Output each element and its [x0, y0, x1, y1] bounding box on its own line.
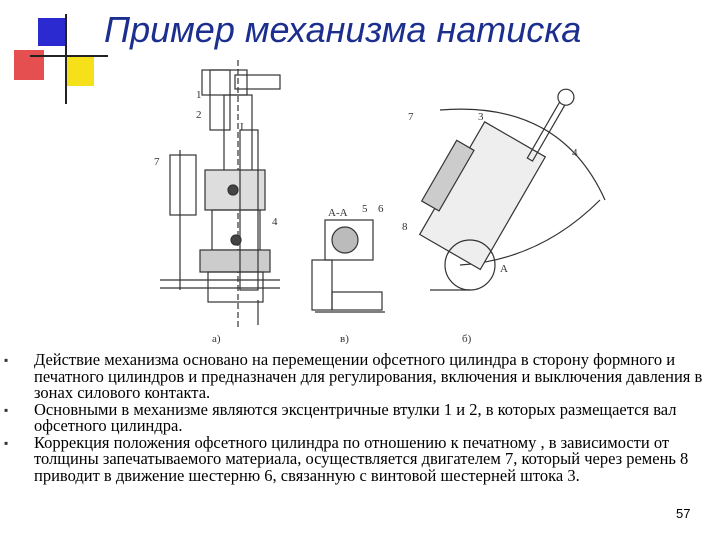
bullet-marker: ▪: [4, 353, 9, 367]
bullet-text: Основными в механизме являются эксцентричные втулки 1 и 2, в которых размещается вал офсетного цилиндра.: [34, 399, 677, 435]
mechanism-drawing: [140, 60, 610, 345]
label-right-4: 4: [572, 147, 578, 159]
label-1: 1: [196, 89, 202, 101]
drawing-a: [160, 60, 280, 330]
label-4: 4: [272, 216, 278, 228]
caption-a: а): [212, 333, 221, 345]
logo-blue-square: [38, 18, 66, 46]
bullet-list: [4, 350, 708, 485]
label-I: I: [240, 121, 244, 133]
label-right-8: 8: [402, 221, 408, 233]
slide-logo: [0, 0, 110, 110]
bullet-item: [4, 432, 708, 485]
label-5: 5: [362, 203, 368, 215]
page-number: 57: [676, 506, 691, 521]
label-right-3: 3: [478, 111, 484, 123]
drawing-b: [407, 60, 605, 290]
label-right-7: 7: [408, 111, 414, 123]
bullet-marker: ▪: [4, 402, 9, 417]
bullet-text: Действие механизма основано на перемещении офсетного цилиндра в сторону формного и печатного цилиндров и предназначен для регулирования, включения и выключения давления в зонах силового контакта.: [34, 350, 703, 402]
logo-red-square: [14, 50, 44, 80]
label-right-A: A: [500, 263, 508, 275]
bullet-item: [4, 350, 708, 402]
bullet-marker: ▪: [4, 435, 9, 450]
caption-b: б): [462, 333, 472, 345]
label-AA: A-A: [328, 207, 348, 219]
slide-title: Пример механизма натиска: [104, 9, 582, 50]
drawing-v: [312, 220, 385, 312]
bullet-item: [4, 399, 708, 435]
label-6: 6: [378, 203, 384, 215]
label-7: 7: [154, 156, 160, 168]
caption-v: в): [340, 333, 349, 345]
label-2: 2: [196, 109, 202, 121]
bullet-text: Коррекция положения офсетного цилиндра по отношению к печатному , в зависимости от толщины запечатываемого материала, осуществляется двигателем 7, который через ремень 8 приводит в движение шестерню 6, связанную с винтовой шестерней штока 3.: [34, 432, 689, 485]
logo-yellow-square: [66, 56, 94, 86]
